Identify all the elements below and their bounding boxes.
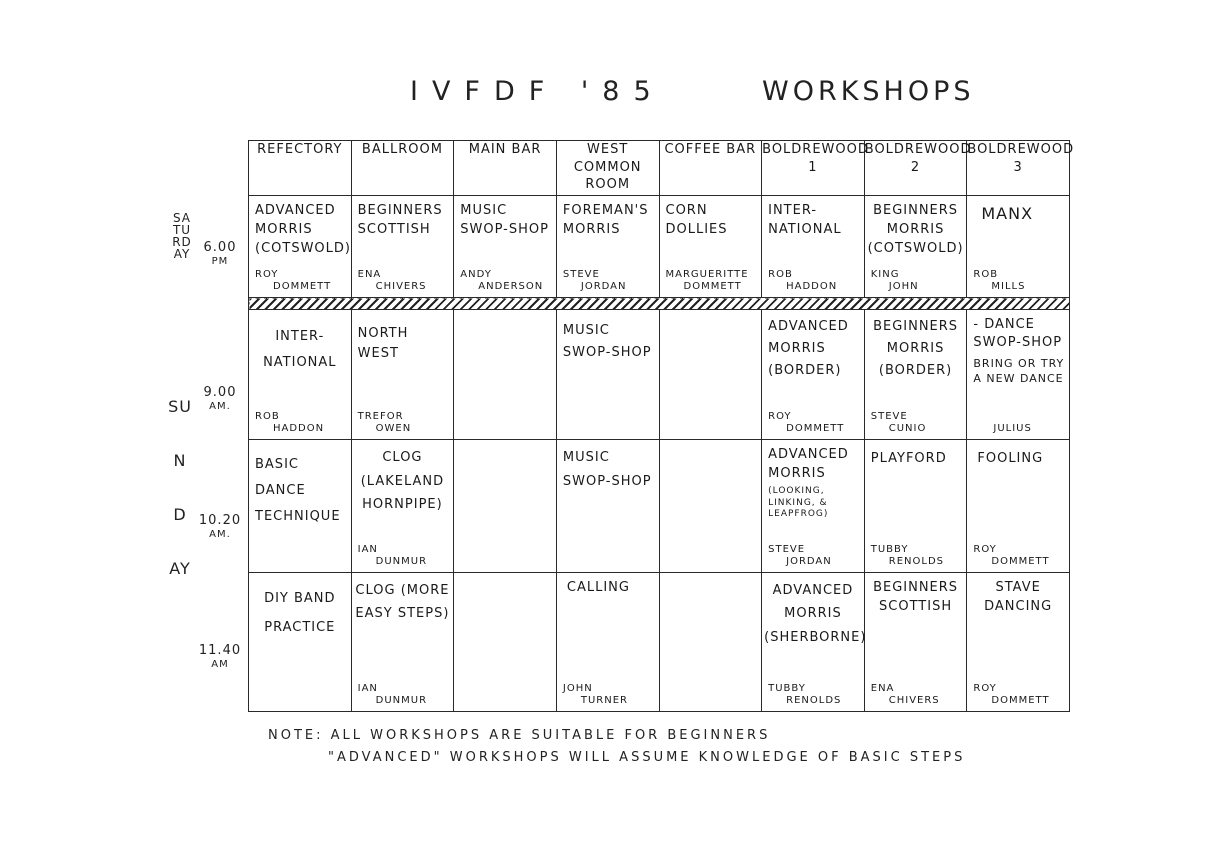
workshop-title: MUSIC SWOP-SHOP — [562, 322, 652, 360]
column-header: COFFEE BAR — [659, 141, 762, 196]
column-header: BOLDREWOOD 3 — [967, 141, 1070, 196]
workshop-cell — [351, 440, 454, 573]
table-row — [249, 196, 1070, 298]
leader-last: CHIVERS — [375, 281, 427, 293]
leader-first: KING — [870, 269, 900, 281]
workshop-title: CLOG (MORE EASY STEPS) — [355, 583, 450, 622]
workshop-cell — [762, 196, 865, 298]
leader-last: JORDAN — [580, 281, 627, 293]
leader-first: ROB — [973, 269, 999, 281]
workshop-cell — [864, 440, 967, 573]
leader-last: RENOLDS — [786, 695, 842, 706]
leader-last: DOMMETT — [991, 556, 1050, 568]
workshop-title: ADVANCED MORRIS (BORDER) — [768, 318, 849, 378]
leader-last: CUNIO — [888, 423, 927, 435]
workshop-cell — [659, 573, 762, 712]
workshop-title: INTER-NATIONAL — [768, 203, 842, 237]
workshop-leader — [358, 411, 450, 435]
workshop-cell — [864, 573, 967, 712]
leader-first: TREFOR — [357, 411, 404, 423]
workshop-cell — [249, 440, 352, 573]
workshop-leader — [563, 269, 655, 293]
workshop-cell — [659, 309, 762, 440]
time-period: AM. — [209, 401, 231, 413]
leader-last: DUNMUR — [375, 695, 428, 706]
workshop-title: BEGINNERS MORRIS (BORDER) — [873, 318, 959, 378]
table-row — [249, 309, 1070, 440]
workshop-title: CORN DOLLIES — [665, 203, 728, 237]
leader-last: JORDAN — [786, 556, 832, 568]
workshop-cell — [249, 196, 352, 298]
workshop-title: DIY BAND PRACTICE — [264, 591, 336, 635]
time-period: PM — [211, 256, 229, 268]
workshop-cell — [556, 440, 659, 573]
time-slot-label — [196, 643, 244, 672]
workshop-cell — [351, 196, 454, 298]
workshop-leader — [973, 544, 1065, 568]
workshop-title: STAVE DANCING — [984, 580, 1053, 614]
time-value: 6.00 — [203, 240, 237, 255]
workshop-leader — [871, 269, 963, 293]
leader-first: ANDY — [460, 269, 492, 281]
workshop-cell — [762, 309, 865, 440]
leader-first: ROY — [768, 411, 792, 423]
time-period: AM. — [209, 529, 231, 541]
column-header: BALLROOM — [351, 141, 454, 196]
workshop-cell — [864, 309, 967, 440]
workshop-cell — [967, 309, 1070, 440]
workshop-leader — [358, 269, 450, 293]
workshop-leader — [768, 269, 860, 293]
time-slot-label — [196, 385, 244, 414]
leader-first: STEVE — [870, 411, 908, 423]
footnote-line-2: "ADVANCED" WORKSHOPS WILL ASSUME KNOWLEDGE OF BASIC STEPS — [328, 750, 966, 765]
event-name: IVFDF '85 — [410, 76, 665, 107]
workshop-cell — [454, 573, 557, 712]
leader-last: HADDON — [786, 281, 838, 293]
leader-first: STEVE — [562, 269, 600, 281]
workshop-cell — [556, 309, 659, 440]
workshop-name: ADVANCED MORRIS — [768, 447, 849, 482]
workshop-leader — [255, 411, 347, 435]
time-value: 10.20 — [198, 513, 242, 528]
day-label-saturday: SATURDAY — [172, 211, 192, 261]
workshop-title: BEGINNERS SCOTTISH — [357, 203, 443, 237]
workshop-name: - DANCE SWOP-SHOP — [973, 316, 1063, 351]
workshop-cell — [659, 440, 762, 573]
leader-first: IAN — [357, 683, 378, 694]
leader-last: DUNMUR — [375, 556, 428, 568]
column-header: WEST COMMON ROOM — [556, 141, 659, 196]
leader-last: DOMMETT — [991, 695, 1050, 706]
leader-first: ROY — [255, 269, 279, 281]
workshop-title: BEGINNERS SCOTTISH — [873, 580, 959, 614]
leader-first: JULIUS — [993, 423, 1032, 435]
column-header: BOLDREWOOD 1 — [762, 141, 865, 196]
workshop-cell — [967, 196, 1070, 298]
workshop-leader — [255, 269, 347, 293]
leader-first: IAN — [357, 544, 378, 556]
workshop-leader — [460, 269, 552, 293]
workshop-cell — [967, 573, 1070, 712]
workshop-title: ADVANCED MORRIS (COTSWOLD) — [255, 203, 351, 256]
workshop-title: MUSIC SWOP-SHOP — [460, 203, 549, 237]
leader-last: DOMMETT — [786, 423, 845, 435]
leader-last: JOHN — [888, 281, 919, 293]
leader-first: ROY — [973, 683, 997, 694]
header-row — [249, 141, 1070, 196]
leader-last: ANDERSON — [478, 281, 544, 293]
leader-first: ENA — [870, 683, 895, 694]
workshop-leader — [871, 544, 963, 568]
time-slot-label — [196, 513, 244, 542]
workshop-title: MUSIC SWOP-SHOP — [562, 450, 652, 489]
leader-last: OWEN — [375, 423, 412, 435]
workshop-cell — [351, 309, 454, 440]
leader-first: TUBBY — [870, 544, 909, 556]
workshop-title: BASIC DANCE TECHNIQUE — [255, 457, 341, 525]
workshop-title: NORTH WEST — [357, 325, 409, 362]
footnote-line-1: NOTE: ALL WORKSHOPS ARE SUITABLE FOR BEGINNERS — [268, 728, 771, 743]
workshop-leader — [768, 683, 860, 707]
time-value: 9.00 — [203, 385, 237, 400]
leader-first: ROB — [255, 411, 280, 423]
leader-first: STEVE — [768, 544, 806, 556]
workshop-cell — [556, 573, 659, 712]
workshop-leader — [973, 423, 1065, 435]
document-title — [410, 76, 975, 116]
column-header: REFECTORY — [249, 141, 352, 196]
leader-last: CHIVERS — [888, 695, 940, 706]
workshop-leader — [563, 683, 655, 707]
workshop-title: PLAYFORD — [870, 451, 947, 467]
workshop-note: BRING OR TRY A NEW DANCE — [973, 357, 1065, 385]
leader-first: MARGUERITTE — [665, 269, 749, 281]
workshop-title: CALLING — [566, 580, 630, 596]
workshop-cell — [454, 196, 557, 298]
day-separator — [249, 298, 1070, 309]
workshop-title: ADVANCED MORRIS (SHERBORNE) — [764, 583, 867, 645]
leader-last: MILLS — [991, 281, 1026, 293]
workshop-cell — [351, 573, 454, 712]
column-header: BOLDREWOOD 2 — [864, 141, 967, 196]
leader-last: RENOLDS — [888, 556, 944, 568]
workshop-leader — [358, 683, 450, 707]
workshop-cell — [762, 573, 865, 712]
workshop-leader — [973, 269, 1065, 293]
workshop-title — [973, 316, 1065, 386]
workshop-cell — [659, 196, 762, 298]
workshop-leader — [871, 683, 963, 707]
workshop-leader — [358, 544, 450, 568]
workshop-title: INTER-NATIONAL — [263, 328, 337, 370]
leader-first: ROY — [973, 544, 997, 556]
footnote — [268, 728, 965, 772]
time-period: AM — [211, 659, 229, 671]
workshop-title — [768, 446, 860, 521]
leader-first: ROB — [768, 269, 793, 281]
leader-last: TURNER — [580, 695, 628, 706]
workshop-title: CLOG (LAKELAND HORNPIPE) — [360, 450, 445, 513]
leader-last: DOMMETT — [683, 281, 742, 293]
leader-first: TUBBY — [768, 683, 806, 694]
hatched-divider — [249, 298, 1070, 309]
leader-first: JOHN — [562, 683, 593, 694]
workshop-cell — [762, 440, 865, 573]
time-value: 11.40 — [198, 643, 242, 658]
workshop-cell — [454, 309, 557, 440]
leader-last: DOMMETT — [273, 281, 332, 293]
workshop-cell — [454, 440, 557, 573]
workshop-leader — [973, 683, 1065, 707]
table-row — [249, 440, 1070, 573]
workshop-title: MANX — [981, 204, 1034, 223]
workshop-cell — [249, 309, 352, 440]
workshop-cell — [556, 196, 659, 298]
workshop-title: FOREMAN'S MORRIS — [562, 203, 649, 237]
column-header: MAIN BAR — [454, 141, 557, 196]
workshop-title: BEGINNERS MORRIS (COTSWOLD) — [867, 203, 964, 256]
workshop-note: (LOOKING, LINKING, & LEAPFROG) — [768, 485, 829, 520]
workshop-cell — [249, 573, 352, 712]
workshop-cell — [967, 440, 1070, 573]
workshop-timetable — [248, 140, 1075, 712]
workshop-cell — [864, 196, 967, 298]
workshop-leader — [768, 411, 860, 435]
time-slot-label — [196, 240, 244, 269]
leader-first: ENA — [357, 269, 382, 281]
workshop-leader — [768, 544, 860, 568]
workshop-title: FOOLING — [977, 451, 1044, 467]
workshop-leader — [666, 269, 758, 293]
title-workshops: WORKSHOPS — [762, 76, 975, 107]
leader-last: HADDON — [273, 423, 325, 435]
workshop-leader — [871, 411, 963, 435]
day-label-sunday: SUNDAY — [168, 397, 192, 578]
table-row — [249, 573, 1070, 712]
